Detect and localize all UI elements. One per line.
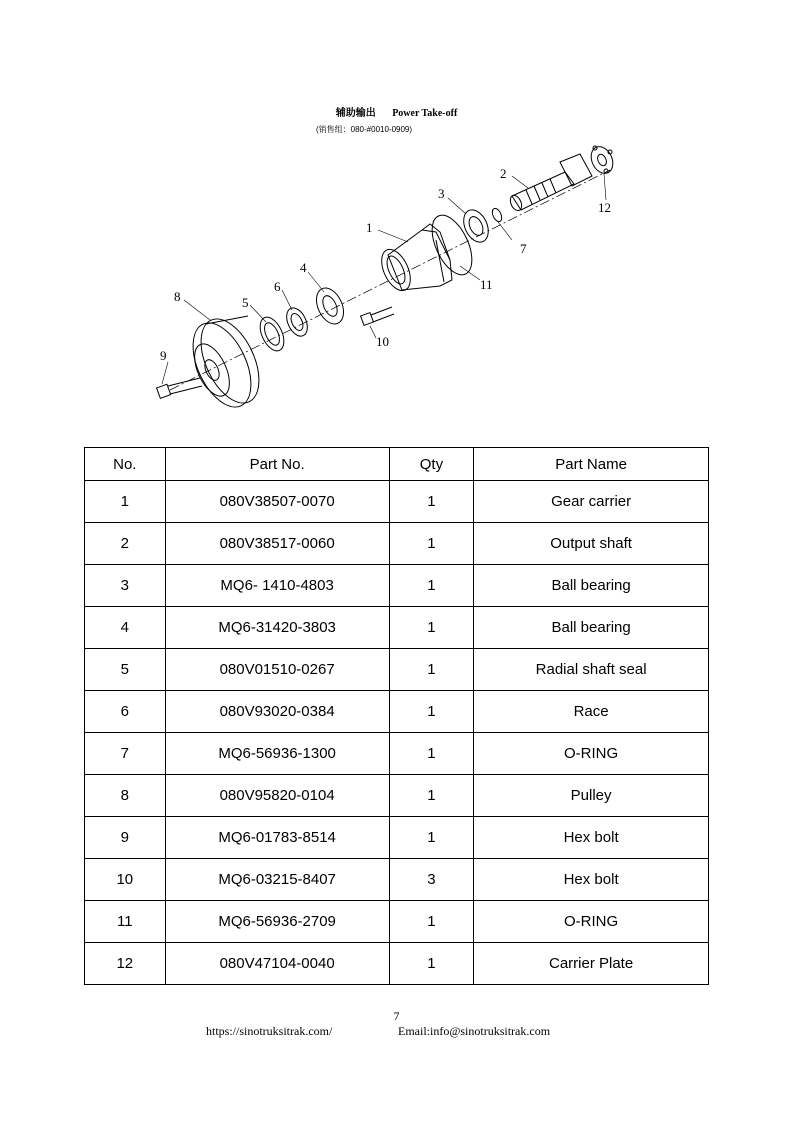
header-qty: Qty	[389, 448, 474, 481]
cell-part-no: 080V47104-0040	[165, 943, 389, 985]
website-link[interactable]: https://sinotruksitrak.com/	[206, 1024, 333, 1038]
cell-part-name: Gear carrier	[474, 481, 709, 523]
table-row	[85, 523, 709, 565]
callout-12: 12	[598, 200, 611, 215]
cell-no: 8	[85, 775, 166, 817]
cell-part-no: 080V95820-0104	[165, 775, 389, 817]
table-row	[85, 649, 709, 691]
cell-part-name: Radial shaft seal	[474, 649, 709, 691]
cell-part-no: MQ6-03215-8407	[165, 859, 389, 901]
carrier-plate-part	[587, 143, 617, 177]
sales-group-subtitle: (销售组：080-#0010-0909)	[316, 125, 413, 134]
cell-part-no: MQ6-56936-1300	[165, 733, 389, 775]
cell-part-name: Pulley	[474, 775, 709, 817]
callout-10: 10	[376, 334, 389, 349]
callout-labels	[160, 166, 611, 363]
table-row	[85, 901, 709, 943]
table-row	[85, 565, 709, 607]
assembly-axis	[170, 170, 610, 390]
callout-6: 6	[274, 279, 281, 294]
callout-8: 8	[174, 289, 181, 304]
cell-qty: 1	[389, 649, 474, 691]
cell-part-no: 080V01510-0267	[165, 649, 389, 691]
cell-part-no: MQ6- 1410-4803	[165, 565, 389, 607]
table-row	[85, 943, 709, 985]
callout-9: 9	[160, 348, 167, 363]
output-shaft-part	[508, 154, 592, 212]
table-row	[85, 775, 709, 817]
hex-bolt-10-part	[361, 307, 394, 325]
exploded-parts-diagram	[140, 140, 630, 410]
header-part-no: Part No.	[165, 448, 389, 481]
cell-qty: 1	[389, 565, 474, 607]
callout-2: 2	[500, 166, 507, 181]
cell-part-name: O-RING	[474, 901, 709, 943]
cell-no: 2	[85, 523, 166, 565]
cell-qty: 1	[389, 481, 474, 523]
cell-no: 1	[85, 481, 166, 523]
shaft-seal-part	[255, 313, 288, 354]
table-row	[85, 691, 709, 733]
page-title	[0, 104, 793, 119]
cell-no: 6	[85, 691, 166, 733]
title-english: Power Take-off	[392, 108, 458, 119]
cell-no: 4	[85, 607, 166, 649]
small-o-ring-part	[490, 207, 503, 223]
callout-1: 1	[366, 220, 373, 235]
hex-bolt-9-part	[157, 378, 202, 398]
race-part	[283, 305, 312, 340]
cell-part-no: 080V93020-0384	[165, 691, 389, 733]
cell-no: 11	[85, 901, 166, 943]
email-contact[interactable]: Email:info@sinotruksitrak.com	[398, 1024, 551, 1038]
callout-11: 11	[480, 277, 493, 292]
cell-no: 7	[85, 733, 166, 775]
table-row	[85, 859, 709, 901]
cell-part-no: MQ6-01783-8514	[165, 817, 389, 859]
table-header-row	[85, 448, 709, 481]
cell-no: 5	[85, 649, 166, 691]
cell-part-name: Hex bolt	[474, 817, 709, 859]
cell-qty: 1	[389, 691, 474, 733]
cell-part-name: Ball bearing	[474, 607, 709, 649]
cell-part-no: 080V38517-0060	[165, 523, 389, 565]
cell-part-no: 080V38507-0070	[165, 481, 389, 523]
cell-qty: 1	[389, 523, 474, 565]
table-row	[85, 481, 709, 523]
callout-5: 5	[242, 295, 249, 310]
parts-table	[84, 447, 709, 985]
title-chinese: 辅助输出	[335, 108, 376, 119]
cell-part-no: MQ6-56936-2709	[165, 901, 389, 943]
cell-qty: 1	[389, 775, 474, 817]
cell-qty: 1	[389, 733, 474, 775]
cell-part-name: Carrier Plate	[474, 943, 709, 985]
header-no: No.	[85, 448, 166, 481]
cell-no: 9	[85, 817, 166, 859]
gear-carrier-part	[376, 224, 452, 295]
callout-3: 3	[438, 186, 445, 201]
page-number: 7	[393, 1009, 400, 1023]
header-part-name: Part Name	[474, 448, 709, 481]
cell-qty: 1	[389, 901, 474, 943]
pulley-part	[181, 310, 271, 410]
cell-part-name: O-RING	[474, 733, 709, 775]
callout-7: 7	[520, 241, 527, 256]
large-o-ring-part	[424, 209, 480, 281]
cell-part-name: Race	[474, 691, 709, 733]
ball-bearing-4-part	[311, 284, 349, 329]
cell-qty: 3	[389, 859, 474, 901]
table-row	[85, 817, 709, 859]
table-row	[85, 733, 709, 775]
table-row	[85, 607, 709, 649]
cell-qty: 1	[389, 607, 474, 649]
cell-part-name: Output shaft	[474, 523, 709, 565]
cell-part-name: Ball bearing	[474, 565, 709, 607]
cell-part-no: MQ6-31420-3803	[165, 607, 389, 649]
cell-no: 10	[85, 859, 166, 901]
cell-part-name: Hex bolt	[474, 859, 709, 901]
cell-qty: 1	[389, 943, 474, 985]
cell-qty: 1	[389, 817, 474, 859]
cell-no: 3	[85, 565, 166, 607]
callout-4: 4	[300, 260, 307, 275]
cell-no: 12	[85, 943, 166, 985]
